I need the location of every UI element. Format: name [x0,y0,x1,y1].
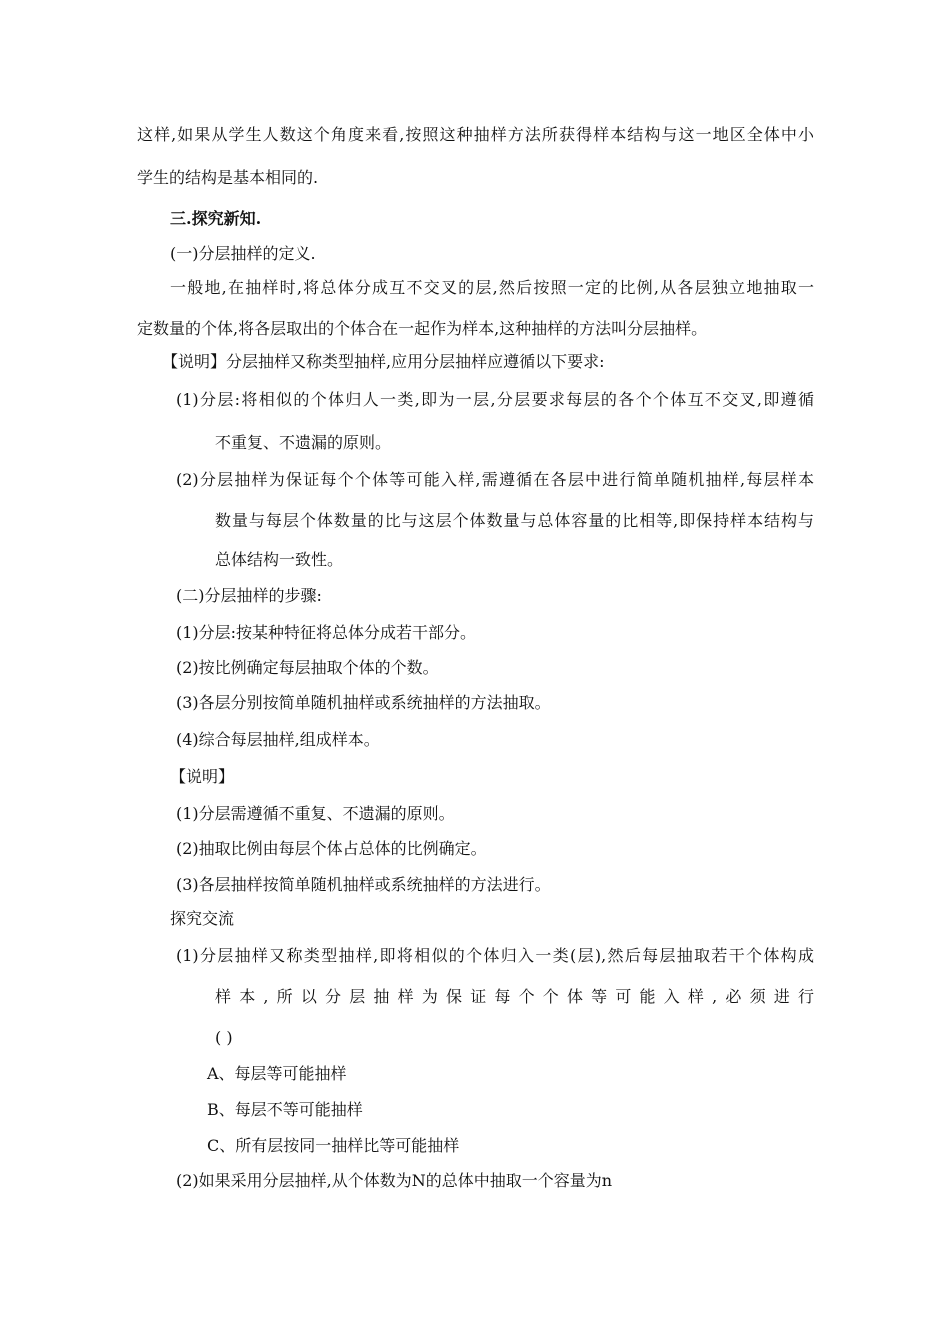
note-1-item-1-line-1: (1)分层:将相似的个体归人一类,即为一层,分层要求每层的各个个体互不交叉,即遵循 [176,390,814,409]
question-1-option-a: A、每层等可能抽样 [207,1064,347,1083]
definition-line-1: 一般地,在抽样时,将总体分成互不交叉的层,然后按照一定的比例,从各层独立地抽取一 [170,278,814,297]
note-2-item-2: (2)抽取比例由每层个体占总体的比例确定。 [176,839,487,858]
definition-line-2: 定数量的个体,将各层取出的个体合在一起作为样本,这种抽样的方法叫分层抽样。 [137,319,708,338]
steps-item-4: (4)综合每层抽样,组成样本。 [176,730,380,749]
question-2-line-1: (2)如果采用分层抽样,从个体数为N的总体中抽取一个容量为n [176,1171,613,1190]
note-1-line: 【说明】分层抽样又称类型抽样,应用分层抽样应遵循以下要求: [162,352,605,371]
intro-line-2: 学生的结构是基本相同的. [137,168,319,187]
note-2-label: 【说明】 [170,767,235,786]
steps-item-1: (1)分层:按某种特征将总体分成若干部分。 [176,623,477,642]
steps-item-3: (3)各层分别按简单随机抽样或系统抽样的方法抽取。 [176,693,551,712]
note-1-item-1-line-2: 不重复、不遗漏的原则。 [215,433,392,452]
question-1-answer-blank: ( ) [215,1028,233,1047]
note-2-item-3: (3)各层抽样按简单随机抽样或系统抽样的方法进行。 [176,875,551,894]
steps-item-2: (2)按比例确定每层抽取个体的个数。 [176,658,439,677]
exploration-heading: 探究交流 [170,909,235,928]
note-1-item-2-line-1: (2)分层抽样为保证每个个体等可能入样,需遵循在各层中进行简单随机抽样,每层样本 [176,470,814,489]
question-1-line-2: 样本,所以分层抽样为保证每个个体等可能入样,必须进行 [215,987,814,1006]
section-3-title: 三.探究新知. [170,209,262,228]
definition-heading: (一)分层抽样的定义. [170,244,316,263]
question-1-line-1: (1)分层抽样又称类型抽样,即将相似的个体归入一类(层),然后每层抽取若干个体构成 [176,946,814,965]
question-1-option-c: C、所有层按同一抽样比等可能抽样 [207,1136,460,1155]
question-1-option-b: B、每层不等可能抽样 [207,1100,363,1119]
steps-heading: (二)分层抽样的步骤: [176,586,322,605]
note-1-item-2-line-2: 数量与每层个体数量的比与这层个体数量与总体容量的比相等,即保持样本结构与 [215,511,814,530]
note-1-item-2-line-3: 总体结构一致性。 [215,550,344,569]
intro-line-1: 这样,如果从学生人数这个角度来看,按照这种抽样方法所获得样本结构与这一地区全体中小 [137,125,814,144]
note-2-item-1: (1)分层需遵循不重复、不遗漏的原则。 [176,804,455,823]
